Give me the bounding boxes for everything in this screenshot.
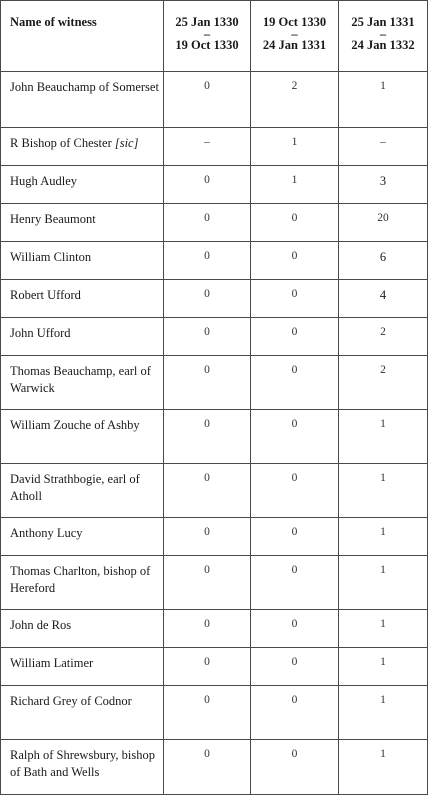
count-period-2: 0 xyxy=(251,318,339,356)
count-period-3: 1 xyxy=(339,740,428,795)
table-row xyxy=(1,556,428,610)
witness-name: Thomas Beauchamp, earl of Warwick xyxy=(1,356,164,410)
header-row xyxy=(1,1,428,72)
witness-name: Richard Grey of Codnor xyxy=(1,686,164,740)
table-row xyxy=(1,204,428,242)
count-period-1: 0 xyxy=(164,204,251,242)
witness-name: Anthony Lucy xyxy=(1,518,164,556)
table-row xyxy=(1,686,428,740)
count-period-2: 0 xyxy=(251,648,339,686)
count-period-1: 0 xyxy=(164,518,251,556)
table-row xyxy=(1,610,428,648)
witness-name: Hugh Audley xyxy=(1,166,164,204)
count-period-3: 2 xyxy=(339,318,428,356)
period-1-start: 25 Jan 1330 xyxy=(175,15,239,29)
count-period-1: 0 xyxy=(164,356,251,410)
period-1-dash: – xyxy=(203,27,211,41)
count-period-2: 0 xyxy=(251,740,339,795)
count-period-1: 0 xyxy=(164,556,251,610)
count-period-1: 0 xyxy=(164,686,251,740)
witness-name-text: R Bishop of Chester xyxy=(10,136,112,150)
witness-name: John Ufford xyxy=(1,318,164,356)
count-period-3: 6 xyxy=(339,242,428,280)
count-period-3: 1 xyxy=(339,648,428,686)
header-period-2 xyxy=(251,1,339,72)
count-period-2: 0 xyxy=(251,556,339,610)
witness-name: Thomas Charlton, bishop of Hereford xyxy=(1,556,164,610)
count-period-2: 1 xyxy=(251,128,339,166)
witness-name: William Zouche of Ashby xyxy=(1,410,164,464)
table-row xyxy=(1,464,428,518)
table-row xyxy=(1,280,428,318)
count-period-3: 1 xyxy=(339,610,428,648)
witness-name xyxy=(1,128,164,166)
count-period-2: 0 xyxy=(251,610,339,648)
count-period-1: 0 xyxy=(164,464,251,518)
count-period-3: 3 xyxy=(339,166,428,204)
count-period-2: 1 xyxy=(251,166,339,204)
count-period-3: 1 xyxy=(339,410,428,464)
period-3-start: 25 Jan 1331 xyxy=(351,15,415,29)
witness-name: Robert Ufford xyxy=(1,280,164,318)
witness-name: David Strathbogie, earl of Atholl xyxy=(1,464,164,518)
table-row xyxy=(1,318,428,356)
table-row xyxy=(1,648,428,686)
count-period-3: 1 xyxy=(339,518,428,556)
table-row xyxy=(1,740,428,795)
count-period-1: 0 xyxy=(164,318,251,356)
header-period-1 xyxy=(164,1,251,72)
period-1-end: 19 Oct 1330 xyxy=(175,38,239,52)
table-row xyxy=(1,356,428,410)
count-period-2: 0 xyxy=(251,204,339,242)
count-period-3: 1 xyxy=(339,72,428,128)
count-period-2: 0 xyxy=(251,464,339,518)
count-period-1: 0 xyxy=(164,740,251,795)
count-period-1: – xyxy=(164,128,251,166)
count-period-1: 0 xyxy=(164,648,251,686)
period-3-end: 24 Jan 1332 xyxy=(351,38,415,52)
count-period-2: 0 xyxy=(251,518,339,556)
count-period-1: 0 xyxy=(164,72,251,128)
table-row xyxy=(1,128,428,166)
header-period-3 xyxy=(339,1,428,72)
count-period-1: 0 xyxy=(164,610,251,648)
period-2-dash: – xyxy=(291,27,298,41)
count-period-1: 0 xyxy=(164,280,251,318)
count-period-2: 0 xyxy=(251,410,339,464)
count-period-3: – xyxy=(339,128,428,166)
period-3-dash: – xyxy=(379,27,387,41)
table-row xyxy=(1,410,428,464)
witness-name: John de Ros xyxy=(1,610,164,648)
count-period-1: 0 xyxy=(164,242,251,280)
witness-name: Henry Beaumont xyxy=(1,204,164,242)
count-period-1: 0 xyxy=(164,166,251,204)
witness-name: William Clinton xyxy=(1,242,164,280)
header-name: Name of witness xyxy=(1,1,164,72)
witness-name: Ralph of Shrewsbury, bishop of Bath and Wells xyxy=(1,740,164,795)
count-period-2: 2 xyxy=(251,72,339,128)
count-period-2: 0 xyxy=(251,356,339,410)
count-period-2: 0 xyxy=(251,686,339,740)
period-2-start: 19 Oct 1330 xyxy=(262,15,327,29)
table-row xyxy=(1,242,428,280)
witness-name: John Beauchamp of Somerset xyxy=(1,72,164,128)
period-2-end: 24 Jan 1331 xyxy=(262,38,327,52)
count-period-3: 1 xyxy=(339,464,428,518)
count-period-1: 0 xyxy=(164,410,251,464)
count-period-3: 1 xyxy=(339,686,428,740)
count-period-3: 1 xyxy=(339,556,428,610)
table-row xyxy=(1,166,428,204)
count-period-3: 4 xyxy=(339,280,428,318)
count-period-3: 20 xyxy=(339,204,428,242)
count-period-3: 2 xyxy=(339,356,428,410)
table-row xyxy=(1,518,428,556)
witness-name: William Latimer xyxy=(1,648,164,686)
count-period-2: 0 xyxy=(251,280,339,318)
count-period-2: 0 xyxy=(251,242,339,280)
witness-name-note: [sic] xyxy=(114,136,139,150)
table-row xyxy=(1,72,428,128)
